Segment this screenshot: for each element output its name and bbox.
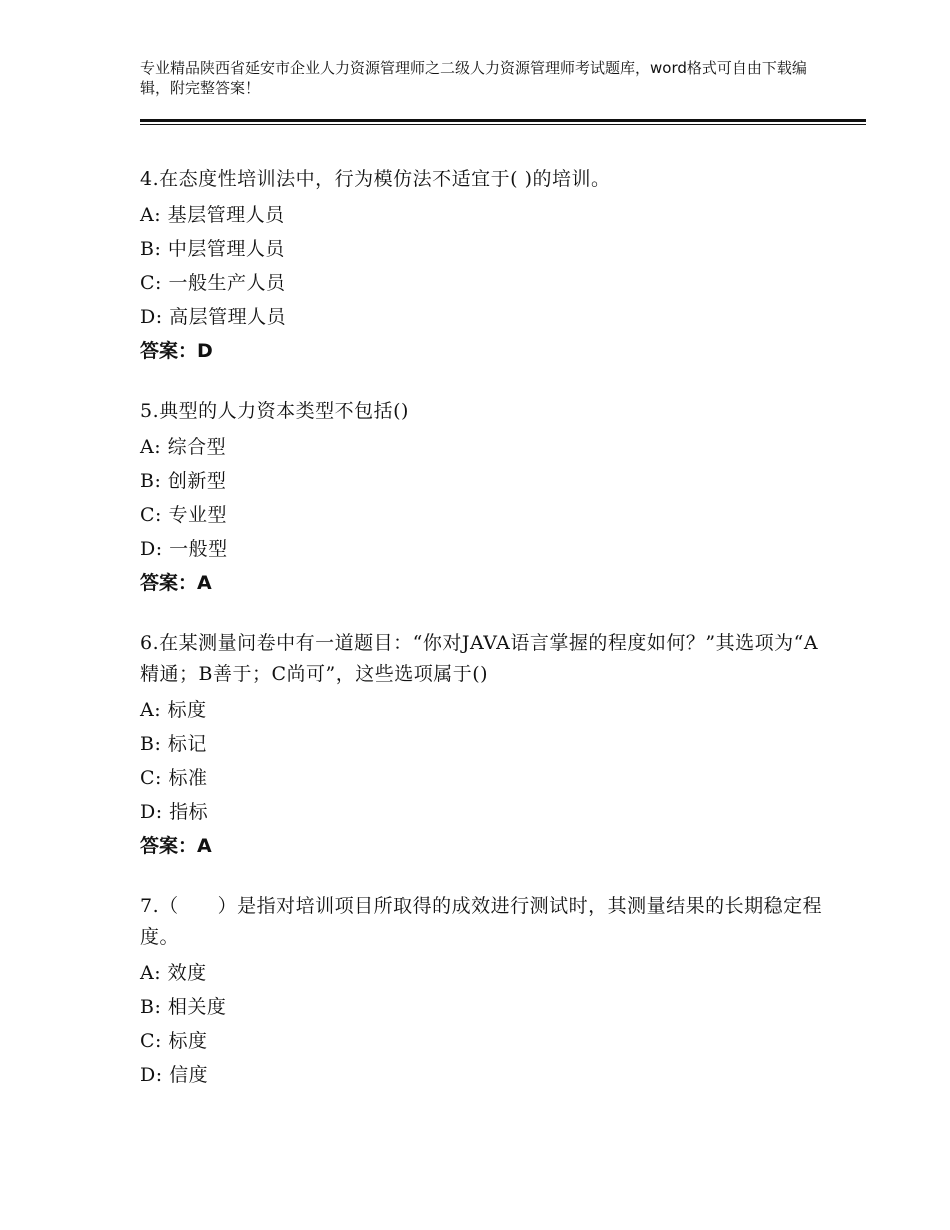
question-5 (140, 396, 830, 600)
question-4 (140, 164, 830, 368)
question-text: 6.在某测量问卷中有一道题目：“你对JAVA语言掌握的程度如何？”其选项为“A精通；B善于；C尚可”，这些选项属于() (140, 632, 819, 685)
answer-label: 答案：A (140, 572, 212, 594)
option-d: D: 指标 (140, 801, 209, 823)
option-d: D: 信度 (140, 1064, 209, 1086)
answer-label: 答案：A (140, 835, 212, 857)
option-c: C: 一般生产人员 (140, 272, 286, 294)
option-d: D: 高层管理人员 (140, 306, 287, 328)
answer-label: 答案：D (140, 340, 213, 362)
header-divider-thin (140, 124, 866, 125)
option-b: B: 标记 (140, 733, 207, 755)
question-text: 7.（ ）是指对培训项目所取得的成效进行测试时，其测量结果的长期稳定程度。 (140, 895, 823, 948)
option-c: C: 专业型 (140, 504, 227, 526)
question-text: 4.在态度性培训法中，行为模仿法不适宜于( )的培训。 (140, 168, 611, 190)
option-a: A: 效度 (140, 962, 207, 984)
option-c: C: 标度 (140, 1030, 208, 1052)
document-header: 专业精品陕西省延安市企业人力资源管理师之二级人力资源管理师考试题库，word格式可自由下载编辑，附完整答案！ (140, 59, 807, 97)
option-b: B: 创新型 (140, 470, 227, 492)
option-c: C: 标准 (140, 767, 208, 789)
option-b: B: 中层管理人员 (140, 238, 285, 260)
question-6 (140, 628, 830, 863)
header-divider-thick (140, 119, 866, 122)
option-a: A: 基层管理人员 (140, 204, 285, 226)
question-list (140, 164, 830, 1120)
option-b: B: 相关度 (140, 996, 227, 1018)
question-7 (140, 891, 830, 1092)
question-text: 5.典型的人力资本类型不包括() (140, 400, 409, 422)
option-a: A: 标度 (140, 699, 207, 721)
option-d: D: 一般型 (140, 538, 228, 560)
option-a: A: 综合型 (140, 436, 227, 458)
